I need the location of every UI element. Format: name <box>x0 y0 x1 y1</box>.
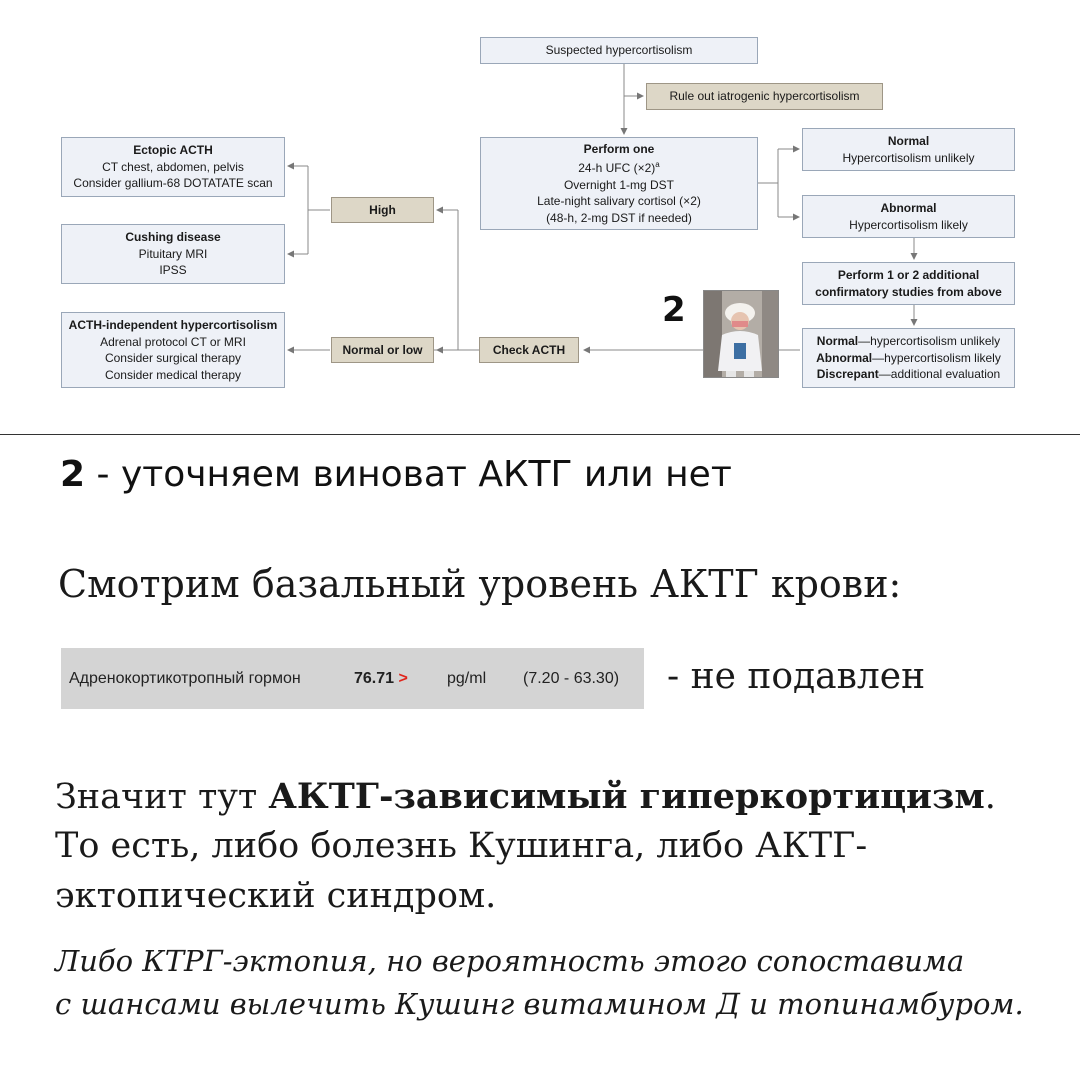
abnormal-text: Hypercortisolism likely <box>849 217 968 232</box>
acth-indep-line2: Consider surgical therapy <box>104 351 242 365</box>
suspected-hypercortisolism-label: Suspected hypercortisolism <box>545 43 693 58</box>
acth-indep-title: ACTH-independent hypercortisolism <box>68 318 278 332</box>
conclusion-bold: АКТГ-зависимый гиперкортицизм <box>268 776 985 817</box>
perform-one-box <box>480 137 758 230</box>
basal-level-line: Смотрим базальный уровень АКТГ крови: <box>58 562 902 606</box>
ectopic-line1: CT chest, abdomen, pelvis <box>102 159 244 174</box>
lab-value <box>354 670 408 688</box>
conclusion-prefix: Значит тут <box>55 777 269 817</box>
conclusion-line1 <box>55 776 996 817</box>
cushing-line1: Pituitary MRI <box>138 246 208 261</box>
note-line1: Либо КТРГ-эктопия, но вероятность этого сопоставима <box>55 944 965 978</box>
footnote-marker: a <box>655 160 660 170</box>
lab-flag: > <box>398 670 408 687</box>
abnormal-box <box>802 195 1015 238</box>
check-acth-label: Check ACTH <box>492 342 566 357</box>
high-label: High <box>369 202 396 217</box>
acth-indep-line3: Consider medical therapy <box>104 367 242 382</box>
lab-value-number: 76.71 <box>354 670 395 687</box>
ectopic-title: Ectopic ACTH <box>133 143 213 158</box>
acth-indep-line1: Adrenal protocol CT or MRI <box>100 334 246 349</box>
outcome-discrepant: Discrepant—additional evaluation <box>816 367 1001 382</box>
cushing-disease-box <box>61 224 285 284</box>
section-divider <box>0 434 1080 435</box>
normal-or-low-box <box>331 337 434 363</box>
lab-result-row <box>61 648 644 709</box>
perform-one-line3: Late-night salivary cortisol (×2) <box>537 194 701 209</box>
normal-box <box>802 128 1015 171</box>
step-number-marker: 2 <box>662 290 686 330</box>
normal-or-low-label: Normal or low <box>342 342 423 357</box>
doctor-figure-icon <box>704 291 779 378</box>
normal-text: Hypercortisolism unlikely <box>842 150 975 165</box>
acth-independent-box <box>61 312 285 388</box>
conclusion-suffix: . <box>984 777 996 817</box>
perform-one-line2: Overnight 1-mg DST <box>563 177 675 192</box>
step-heading-number: 2 <box>60 454 86 495</box>
step-heading-text: - уточняем виноват АКТГ или нет <box>85 454 732 495</box>
ectopic-acth-box <box>61 137 285 197</box>
outcomes-box <box>802 328 1015 388</box>
conclusion-line2: То есть, либо болезнь Кушинга, либо АКТГ- <box>55 826 868 866</box>
suspected-hypercortisolism-box <box>480 37 758 64</box>
perform-one-title: Perform one <box>583 141 655 156</box>
lab-test-name: Адренокортикотропный гормон <box>69 670 301 687</box>
step-heading <box>60 454 732 495</box>
outcome-abnormal: Abnormal—hypercortisolism likely <box>816 350 1001 365</box>
conclusion-line3: эктопический синдром. <box>55 876 497 916</box>
perform-additional-line1: Perform 1 or 2 additional <box>837 268 980 282</box>
lab-comment: - не подавлен <box>667 656 926 697</box>
lab-range: (7.20 - 63.30) <box>523 670 620 687</box>
high-box <box>331 197 434 223</box>
lab-unit: pg/ml <box>447 670 487 687</box>
abnormal-title: Abnormal <box>880 201 937 215</box>
doctor-photo <box>703 290 779 378</box>
flowchart <box>0 0 1080 430</box>
check-acth-box <box>479 337 579 363</box>
cushing-line2: IPSS <box>159 263 187 278</box>
rule-out-box <box>646 83 883 110</box>
perform-additional-line2: confirmatory studies from above <box>815 284 1002 299</box>
rule-out-label: Rule out iatrogenic hypercortisolism <box>669 89 860 104</box>
normal-title: Normal <box>887 134 930 148</box>
note-line2: с шансами вылечить Кушинг витамином Д и топинамбуром. <box>55 987 1024 1021</box>
outcome-normal: Normal—hypercortisolism unlikely <box>816 334 1001 349</box>
perform-one-line1: 24-h UFC $(\times 2)^a$ <box>578 160 660 176</box>
cushing-title: Cushing disease <box>125 230 221 245</box>
perform-additional-box <box>802 262 1015 305</box>
ectopic-line2: Consider gallium-68 DOTATATE scan <box>73 176 273 191</box>
perform-one-line4: (48-h, 2-mg DST if needed) <box>546 210 692 225</box>
